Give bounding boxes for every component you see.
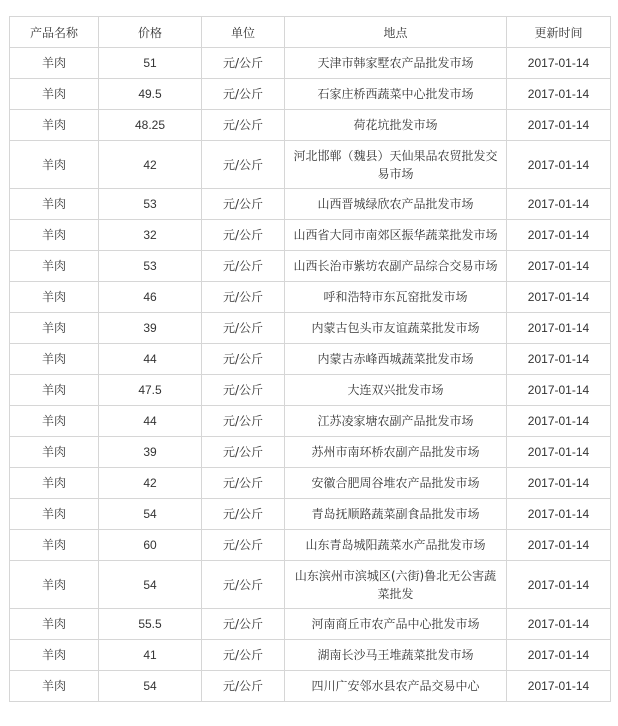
cell-date: 2017-01-14 [507,282,611,313]
column-header-price: 价格 [99,17,202,48]
table-row [10,437,611,468]
table-row [10,468,611,499]
cell-unit: 元/公斤 [202,251,285,282]
table-header-row [10,17,611,48]
cell-date: 2017-01-14 [507,141,611,189]
cell-unit: 元/公斤 [202,468,285,499]
cell-product: 羊肉 [10,220,99,251]
table-row [10,282,611,313]
cell-date: 2017-01-14 [507,671,611,702]
table-row [10,189,611,220]
table-row [10,141,611,189]
cell-date: 2017-01-14 [507,468,611,499]
cell-location: 大连双兴批发市场 [285,375,507,406]
table-row [10,110,611,141]
cell-price: 39 [99,437,202,468]
table-row [10,406,611,437]
cell-location: 呼和浩特市东瓦窑批发市场 [285,282,507,313]
cell-unit: 元/公斤 [202,609,285,640]
cell-location: 山东青岛城阳蔬菜水产品批发市场 [285,530,507,561]
cell-unit: 元/公斤 [202,671,285,702]
table-row [10,313,611,344]
cell-product: 羊肉 [10,48,99,79]
cell-price: 42 [99,468,202,499]
cell-date: 2017-01-14 [507,406,611,437]
cell-date: 2017-01-14 [507,499,611,530]
cell-location: 石家庄桥西蔬菜中心批发市场 [285,79,507,110]
cell-price: 44 [99,344,202,375]
cell-price: 42 [99,141,202,189]
cell-location: 苏州市南环桥农副产品批发市场 [285,437,507,468]
table-row [10,499,611,530]
table-row [10,220,611,251]
cell-product: 羊肉 [10,313,99,344]
cell-price: 48.25 [99,110,202,141]
cell-product: 羊肉 [10,110,99,141]
cell-product: 羊肉 [10,141,99,189]
cell-date: 2017-01-14 [507,561,611,609]
cell-date: 2017-01-14 [507,48,611,79]
cell-price: 53 [99,189,202,220]
cell-price: 55.5 [99,609,202,640]
cell-price: 54 [99,561,202,609]
cell-location: 内蒙古包头市友谊蔬菜批发市场 [285,313,507,344]
cell-product: 羊肉 [10,251,99,282]
cell-unit: 元/公斤 [202,437,285,468]
cell-price: 47.5 [99,375,202,406]
table-row [10,251,611,282]
cell-location: 山东滨州市滨城区(六街)鲁北无公害蔬菜批发 [285,561,507,609]
cell-unit: 元/公斤 [202,344,285,375]
cell-unit: 元/公斤 [202,499,285,530]
cell-date: 2017-01-14 [507,530,611,561]
cell-price: 51 [99,48,202,79]
cell-product: 羊肉 [10,640,99,671]
table-body [10,48,611,702]
cell-price: 44 [99,406,202,437]
cell-location: 江苏凌家塘农副产品批发市场 [285,406,507,437]
cell-product: 羊肉 [10,189,99,220]
cell-product: 羊肉 [10,561,99,609]
column-header-product: 产品名称 [10,17,99,48]
table-row [10,530,611,561]
cell-unit: 元/公斤 [202,79,285,110]
cell-product: 羊肉 [10,406,99,437]
cell-date: 2017-01-14 [507,609,611,640]
column-header-location: 地点 [285,17,507,48]
cell-date: 2017-01-14 [507,110,611,141]
table-row [10,48,611,79]
cell-location: 山西长治市紫坊农副产品综合交易市场 [285,251,507,282]
cell-location: 山西省大同市南郊区振华蔬菜批发市场 [285,220,507,251]
cell-unit: 元/公斤 [202,189,285,220]
cell-unit: 元/公斤 [202,530,285,561]
cell-unit: 元/公斤 [202,48,285,79]
cell-location: 河南商丘市农产品中心批发市场 [285,609,507,640]
cell-product: 羊肉 [10,468,99,499]
cell-location: 安徽合肥周谷堆农产品批发市场 [285,468,507,499]
cell-date: 2017-01-14 [507,375,611,406]
cell-price: 54 [99,671,202,702]
cell-unit: 元/公斤 [202,375,285,406]
cell-unit: 元/公斤 [202,220,285,251]
table-row [10,344,611,375]
cell-location: 青岛抚顺路蔬菜副食品批发市场 [285,499,507,530]
cell-date: 2017-01-14 [507,344,611,375]
cell-unit: 元/公斤 [202,282,285,313]
cell-product: 羊肉 [10,671,99,702]
cell-unit: 元/公斤 [202,110,285,141]
cell-location: 四川广安邻水县农产品交易中心 [285,671,507,702]
cell-product: 羊肉 [10,530,99,561]
cell-date: 2017-01-14 [507,251,611,282]
cell-date: 2017-01-14 [507,640,611,671]
cell-price: 54 [99,499,202,530]
column-header-unit: 单位 [202,17,285,48]
cell-date: 2017-01-14 [507,79,611,110]
cell-date: 2017-01-14 [507,189,611,220]
cell-location: 湖南长沙马王堆蔬菜批发市场 [285,640,507,671]
cell-product: 羊肉 [10,79,99,110]
cell-price: 60 [99,530,202,561]
table-row [10,375,611,406]
cell-unit: 元/公斤 [202,406,285,437]
cell-price: 46 [99,282,202,313]
cell-product: 羊肉 [10,282,99,313]
cell-location: 荷花坑批发市场 [285,110,507,141]
cell-unit: 元/公斤 [202,561,285,609]
price-table-container [9,16,610,702]
table-row [10,609,611,640]
cell-product: 羊肉 [10,609,99,640]
cell-date: 2017-01-14 [507,437,611,468]
cell-location: 内蒙古赤峰西城蔬菜批发市场 [285,344,507,375]
table-row [10,671,611,702]
cell-unit: 元/公斤 [202,313,285,344]
cell-unit: 元/公斤 [202,141,285,189]
cell-price: 53 [99,251,202,282]
table-row [10,640,611,671]
cell-product: 羊肉 [10,344,99,375]
cell-product: 羊肉 [10,437,99,468]
cell-date: 2017-01-14 [507,313,611,344]
cell-price: 32 [99,220,202,251]
cell-location: 天津市韩家墅农产品批发市场 [285,48,507,79]
cell-product: 羊肉 [10,499,99,530]
table-row [10,561,611,609]
table-row [10,79,611,110]
cell-product: 羊肉 [10,375,99,406]
cell-location: 河北邯郸（魏县）天仙果品农贸批发交易市场 [285,141,507,189]
price-table [9,16,611,702]
cell-price: 49.5 [99,79,202,110]
cell-price: 41 [99,640,202,671]
cell-location: 山西晋城绿欣农产品批发市场 [285,189,507,220]
column-header-date: 更新时间 [507,17,611,48]
cell-date: 2017-01-14 [507,220,611,251]
cell-price: 39 [99,313,202,344]
cell-unit: 元/公斤 [202,640,285,671]
